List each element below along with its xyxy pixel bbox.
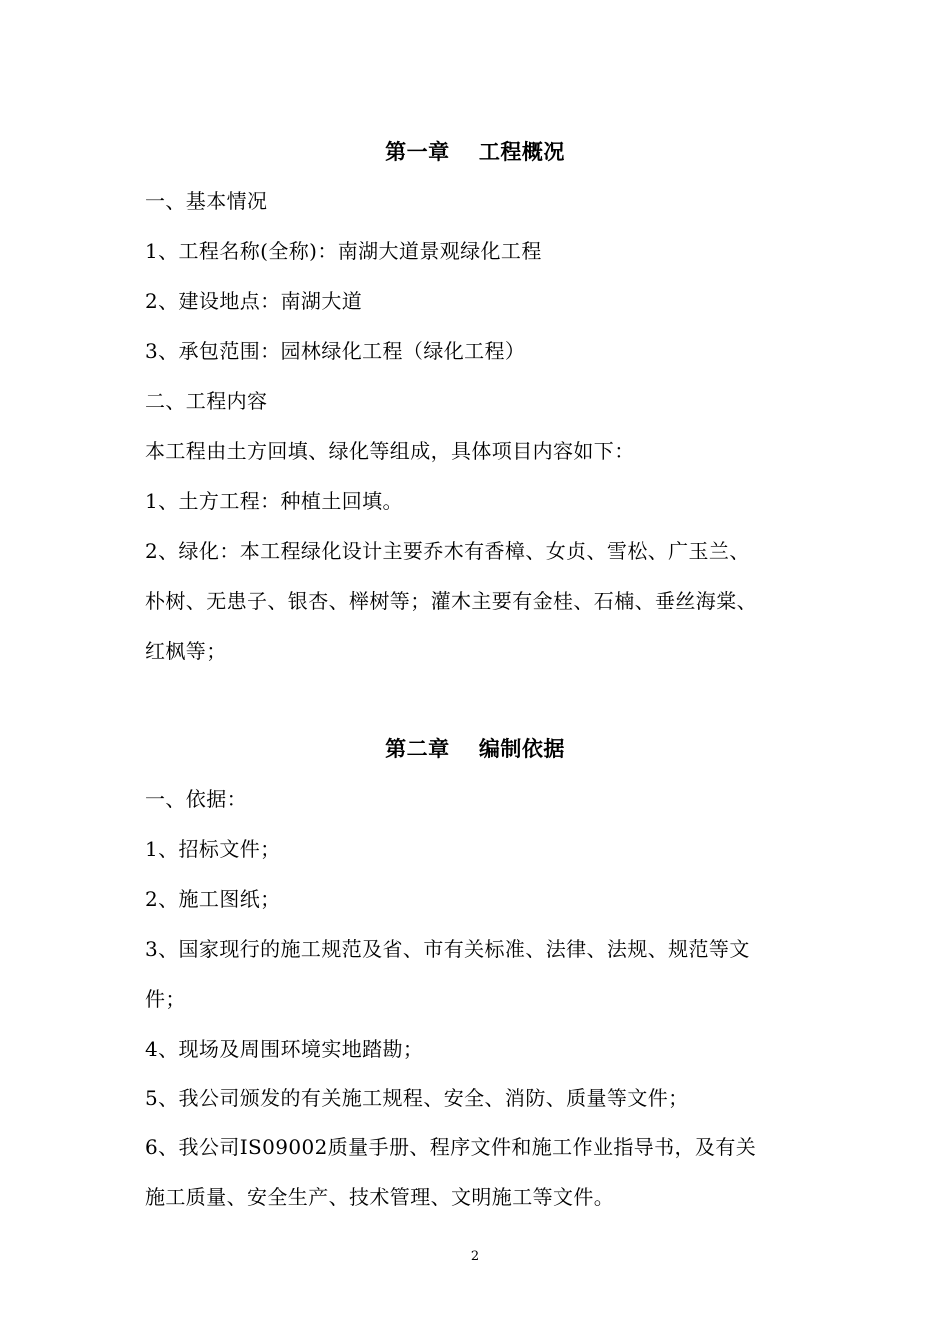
chapter-1-title: 第一章 工程概况 [385,140,565,164]
basis-item-6-line-2: 施工质量、安全生产、技术管理、文明施工等文件。 [145,1185,615,1209]
greening-line-1: 2、绿化：本工程绿化设计主要乔木有香樟、女贞、雪松、广玉兰、 [145,539,750,563]
section-project-content-heading: 二、工程内容 [145,389,268,413]
basis-item-3-line-2: 件； [145,987,186,1011]
greening-line-2: 朴树、无患子、银杏、榉树等；灌木主要有金桂、石楠、垂丝海棠、 [145,589,757,613]
page-number: 2 [470,1249,480,1264]
chapter-2-title: 第二章 编制依据 [385,737,565,761]
basis-item-2: 2、施工图纸； [145,887,281,911]
construction-site-line: 2、建设地点：南湖大道 [145,289,363,313]
project-name-line: 1、工程名称(全称)：南湖大道景观绿化工程 [145,239,542,263]
section-basis-heading: 一、依据： [145,787,247,811]
project-content-intro: 本工程由土方回填、绿化等组成，具体项目内容如下： [145,439,635,463]
basis-item-5: 5、我公司颁发的有关施工规程、安全、消防、质量等文件； [145,1086,689,1110]
earthwork-line: 1、土方工程：种植土回填。 [145,489,403,513]
basis-item-6-line-1: 6、我公司IS09002质量手册、程序文件和施工作业指导书，及有关 [145,1135,757,1159]
basis-item-3-line-1: 3、国家现行的施工规范及省、市有关标准、法律、法规、规范等文 [145,937,750,961]
section-basic-info-heading: 一、基本情况 [145,189,268,213]
basis-item-4: 4、现场及周围环境实地踏勘； [145,1037,424,1061]
greening-line-3: 红枫等； [145,639,227,663]
contract-scope-line: 3、承包范围：园林绿化工程（绿化工程） [145,339,526,363]
basis-item-1: 1、招标文件； [145,837,281,861]
